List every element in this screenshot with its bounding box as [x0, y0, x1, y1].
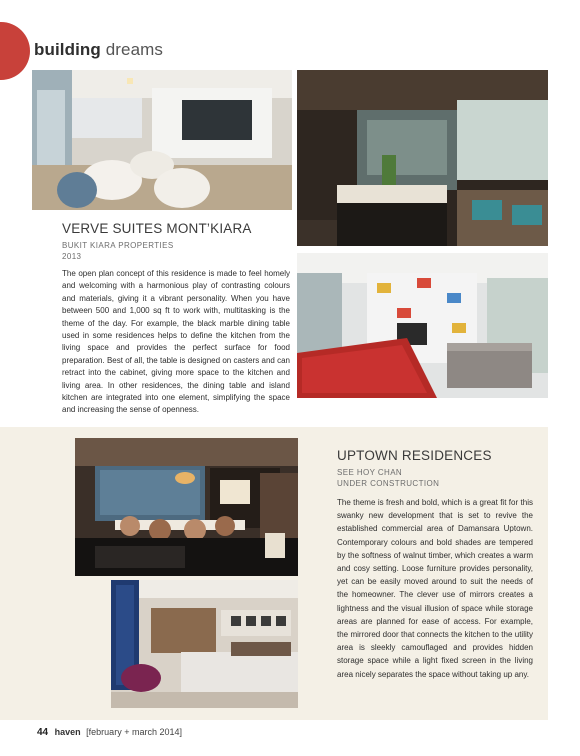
article2-title: UPTOWN RESIDENCES [337, 448, 492, 463]
page-footer [37, 727, 182, 738]
issue-date: [february + march 2014] [86, 727, 182, 737]
photo-bedroom [111, 580, 298, 708]
article1-title: VERVE SUITES MONT’KIARA [62, 221, 252, 236]
section-title [34, 40, 163, 60]
section-color-tab [0, 22, 30, 80]
photo-bar [297, 70, 548, 246]
article1-developer: BUKIT KIARA PROPERTIES [62, 241, 174, 250]
page-number: 44 [37, 727, 49, 738]
section-title-bold: building [34, 40, 101, 59]
article2-body: The theme is fresh and bold, which is a great fit for this swanky new development that is set to revive the established commercial area of Damansara Uptown. Contemporary colours and bold shades are tempered by the softness of walnut timber, which creates a warm and cosy setting. Loose furniture provides personality, yet can be easily moved around to suit the needs of the homeowner. The clever use of mirrors creates a lightness and the visual illusion of space while storage areas are planned for ease of access. For example, the mirrored door that connects the kitchen to the utility area is sleekly camouflaged and provides hidden storage space while a light fixed screen in the living area nicely separates the space without taking up any. [337, 498, 533, 679]
article2-developer: SEE HOY CHAN [337, 468, 403, 477]
magazine-name: haven [54, 727, 81, 737]
photo-pool-table [297, 253, 548, 398]
article1-body: The open plan concept of this residence is made to feel homely and welcoming with a harmonious play of contrasting colours and materials, giving it a vibrant personality. When you have between 500 and 1,000 sq ft to work with, multitasking is the theme of the day. For example, the black marble dining table used in some residences helps to define the kitchen from the living space and provides the perfect surface for food preparation. Best of all, the table is designed on casters and can retract into the cabinet, giving more space to the kitchen and living area. In other residences, the dining table and island kitchen are integrated into one element, simplifying the space and increasing the sense of openness. [62, 269, 290, 415]
photo-dining [75, 438, 298, 576]
article2-status: UNDER CONSTRUCTION [337, 479, 440, 488]
photo-lounge [32, 70, 292, 210]
section-title-light: dreams [100, 40, 164, 59]
article1-year: 2013 [62, 252, 82, 261]
